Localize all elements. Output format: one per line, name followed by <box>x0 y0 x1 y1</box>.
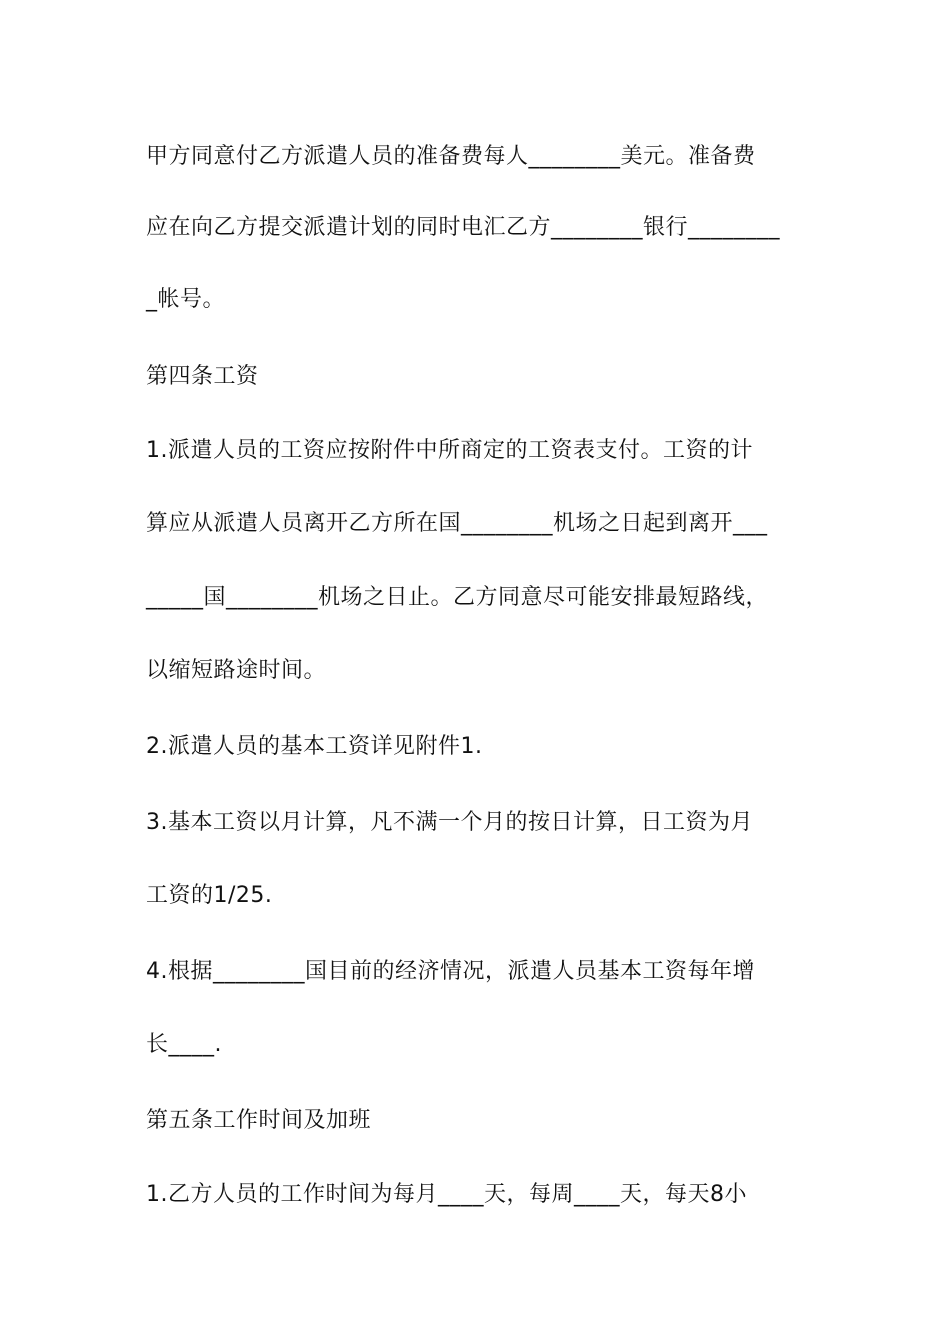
paragraph-line: 4.根据________国目前的经济情况，派遣人员基本工资每年增 <box>146 959 755 984</box>
section-heading-article-5: 第五条工作时间及加班 <box>146 1108 372 1133</box>
paragraph-line: 长____. <box>146 1032 222 1057</box>
paragraph-line: 甲方同意付乙方派遣人员的准备费每人________美元。准备费 <box>146 144 756 169</box>
paragraph-line: _____国________机场之日止。乙方同意尽可能安排最短路线， <box>146 585 769 610</box>
paragraph-line: 应在向乙方提交派遣计划的同时电汇乙方________银行________ <box>146 215 781 240</box>
paragraph-line: 算应从派遣人员离开乙方所在国________机场之日起到离开___ <box>146 511 768 536</box>
paragraph-line: 2.派遣人员的基本工资详见附件1. <box>146 734 483 759</box>
paragraph-line: _帐号。 <box>146 287 226 312</box>
section-heading-article-4: 第四条工资 <box>146 364 259 389</box>
paragraph-line: 1.派遣人员的工资应按附件中所商定的工资表支付。工资的计 <box>146 438 753 463</box>
paragraph-line: 以缩短路途时间。 <box>146 658 327 683</box>
paragraph-line: 1.乙方人员的工作时间为每月____天，每周____天，每天8小 <box>146 1182 747 1207</box>
paragraph-line: 工资的1/25. <box>146 883 273 908</box>
paragraph-line: 3.基本工资以月计算，凡不满一个月的按日计算，日工资为月 <box>146 810 753 835</box>
